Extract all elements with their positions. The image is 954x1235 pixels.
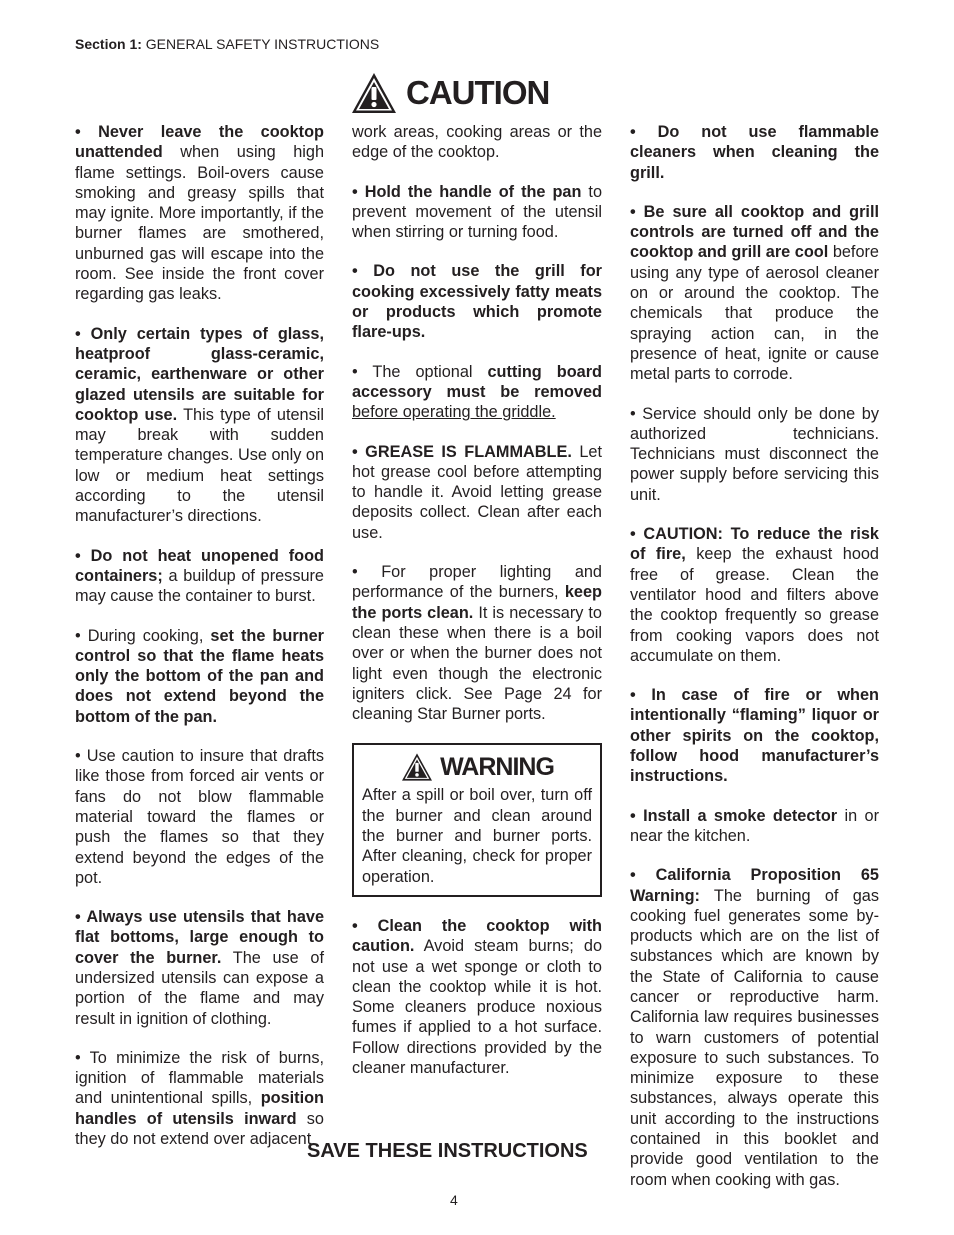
warning-triangle-icon: [400, 752, 434, 782]
instruction-unattended: [75, 122, 324, 305]
instruction-burner-control: [75, 626, 324, 727]
page-number: 4: [450, 1192, 458, 1208]
warning-heading: [362, 751, 592, 783]
instruction-drafts: [75, 746, 324, 888]
instruction-text: Avoid steam burns; do not use a wet sponge or cloth to clean the cooktop while it is hot. Some cleaners produce noxious fumes if applied to a hot surface. Follow directions provided by the cleaner manufacturer.: [352, 937, 602, 1077]
section-label: Section 1:: [75, 36, 142, 52]
instruction-text: • Service should only be done by authorized technicians. Technicians must disconnect the power supply before servicing this unit.: [630, 404, 879, 504]
instruction-text: • To minimize the risk of burns, ignition of flammable materials and unintentional spills,: [75, 1048, 324, 1108]
instruction-hold-handle: [352, 182, 602, 243]
warning-box: [352, 743, 602, 896]
instruction-text: It is necessary to clean these when there is a boil over or when the burner does not light even though the electronic igniters click. See Page 24 for cleaning Star Burner ports.: [352, 603, 602, 724]
instruction-text: • Use caution to insure that drafts like those from forced air vents or fans do not blow flammable material toward the flames or push the flames so that they extend beyond the edges of the pot.: [75, 747, 324, 887]
instruction-bold: • Be sure all cooktop and grill controls are turned off and the cooktop and grill are cool: [630, 202, 879, 262]
instruction-text: to prevent movement of the utensil when stirring or turning food.: [352, 182, 603, 242]
instruction-text: The burning of gas cooking fuel generates some by-products which are on the list of substances which are known by the State of California to cause cancer or reproductive harm. California law requires businesses to warn customers of potential exposure to such substances. To minimize exposure to these substances, always operate this unit according to the instructions contained in this booklet and provide good ventilation to the room when cooking with gas.: [630, 886, 879, 1189]
instruction-text: work areas, cooking areas or the edge of the cooktop.: [352, 123, 602, 162]
instruction-text: • For proper lighting and performance of the burners,: [352, 563, 602, 602]
instruction-underline: before operating the griddle.: [352, 403, 556, 422]
section-header: [75, 36, 379, 52]
instruction-bold: • Do not use the grill for cooking excessively fatty meats or products which promote flare-ups.: [352, 262, 602, 342]
instruction-bold: • Never leave the cooktop unattended: [75, 123, 324, 162]
instruction-text: This type of utensil may break with sudden temperature changes. Use only on low or medium heat settings according to the utensil manufacturer’s directions.: [75, 405, 324, 526]
instruction-flat-bottoms: [75, 907, 324, 1029]
instruction-grease-flammable: [352, 442, 602, 543]
instruction-text: when using high flame settings. Boil-overs cause smoking and greasy spills that may ignite. More importantly, if the burner flames are smothered, unburned gas will escape into the room. See inside the front cover regarding gas leaks.: [75, 143, 324, 304]
instruction-text: keep the exhaust hood free of grease. Clean the ventilator hood and filters above the cooktop frequently so grease from cooking vapors does not accumulate on them.: [630, 545, 879, 665]
instruction-grill-fatty: [352, 261, 602, 342]
instruction-text: The use of undersized utensils can expose a portion of the flame and may result in ignition of clothing.: [75, 948, 324, 1028]
instruction-text: in or near the kitchen.: [630, 806, 879, 845]
instruction-unopened-containers: [75, 546, 324, 607]
caution-title: CAUTION: [406, 74, 550, 111]
instruction-bold: • Clean the cooktop with caution.: [352, 916, 602, 956]
instruction-text: a buildup of pressure may cause the container to burst.: [75, 566, 324, 606]
instruction-handles-continued: [352, 122, 602, 163]
instruction-text: • During cooking,: [75, 626, 211, 645]
instruction-fire: [630, 685, 879, 786]
instruction-flammable-cleaners: [630, 122, 879, 183]
instruction-bold: • Only certain types of glass, heatproof glass-ceramic, ceramic, earthenware or other glazed utensils are suitable for cooktop use.: [75, 324, 324, 424]
instruction-prop65: [630, 865, 879, 1190]
instruction-bold: • Do not use flammable cleaners when cleaning the grill.: [630, 123, 879, 182]
warning-title: WARNING: [440, 753, 554, 782]
instruction-bold: • CAUTION: To reduce the risk of fire,: [630, 525, 879, 564]
instruction-bold: • Install a smoke detector: [630, 806, 838, 825]
caution-heading: [350, 70, 549, 116]
column-3: [630, 122, 879, 1209]
instruction-text: so they do not extend over adjacent: [75, 1109, 324, 1149]
instruction-text: • The optional: [352, 362, 488, 381]
warning-triangle-icon: [350, 71, 398, 115]
instruction-clean-cooktop: [352, 916, 602, 1078]
instruction-text: Let hot grease cool before attempting to handle it. Avoid letting grease deposits collect. Clean after each use.: [352, 442, 602, 542]
column-2: [352, 122, 602, 1097]
instruction-bold: cutting board accessory must be removed: [352, 362, 602, 401]
instruction-bold: • Do not heat unopened food containers;: [75, 546, 324, 585]
instruction-aerosol: [630, 202, 879, 385]
instruction-exhaust-hood: [630, 524, 879, 666]
instruction-service: [630, 404, 879, 505]
instruction-bold: • Hold the handle of the pan: [352, 182, 582, 201]
column-1: [75, 122, 324, 1168]
section-title: GENERAL SAFETY INSTRUCTIONS: [145, 36, 380, 52]
instruction-text: before using any type of aerosol cleaner on or around the cooktop. The chemicals that produce the spraying action can, in the presence of heat, ignite or cause metal parts to corrode.: [630, 243, 879, 384]
instruction-bold: • In case of fire or when intentionally “flaming” liquor or other spirits on the cooktop, follow hood manufacturer’s instructions.: [630, 686, 879, 786]
instruction-smoke-detector: [630, 806, 879, 847]
instruction-bold: • Always use utensils that have flat bottoms, large enough to cover the burner.: [75, 908, 324, 967]
instruction-glass-utensils: [75, 324, 324, 527]
warning-body: After a spill or boil over, turn off the burner and clean around the burner and burner ports. After cleaning, check for proper operation.: [362, 786, 592, 886]
instruction-ports-clean: [352, 562, 602, 724]
save-instructions: SAVE THESE INSTRUCTIONS: [307, 1140, 588, 1162]
instruction-cutting-board: [352, 362, 602, 423]
instruction-bold: • GREASE IS FLAMMABLE.: [352, 442, 572, 461]
instruction-bold: keep the ports clean.: [352, 583, 602, 622]
instruction-handles: [75, 1048, 324, 1149]
instruction-bold: • California Proposition 65 Warning:: [630, 866, 879, 905]
instruction-bold: set the burner control so that the flame heats only the bottom of the pan and does not extend beyond the bottom of the pan.: [75, 626, 324, 726]
instruction-bold: position handles of utensils inward: [75, 1089, 324, 1128]
